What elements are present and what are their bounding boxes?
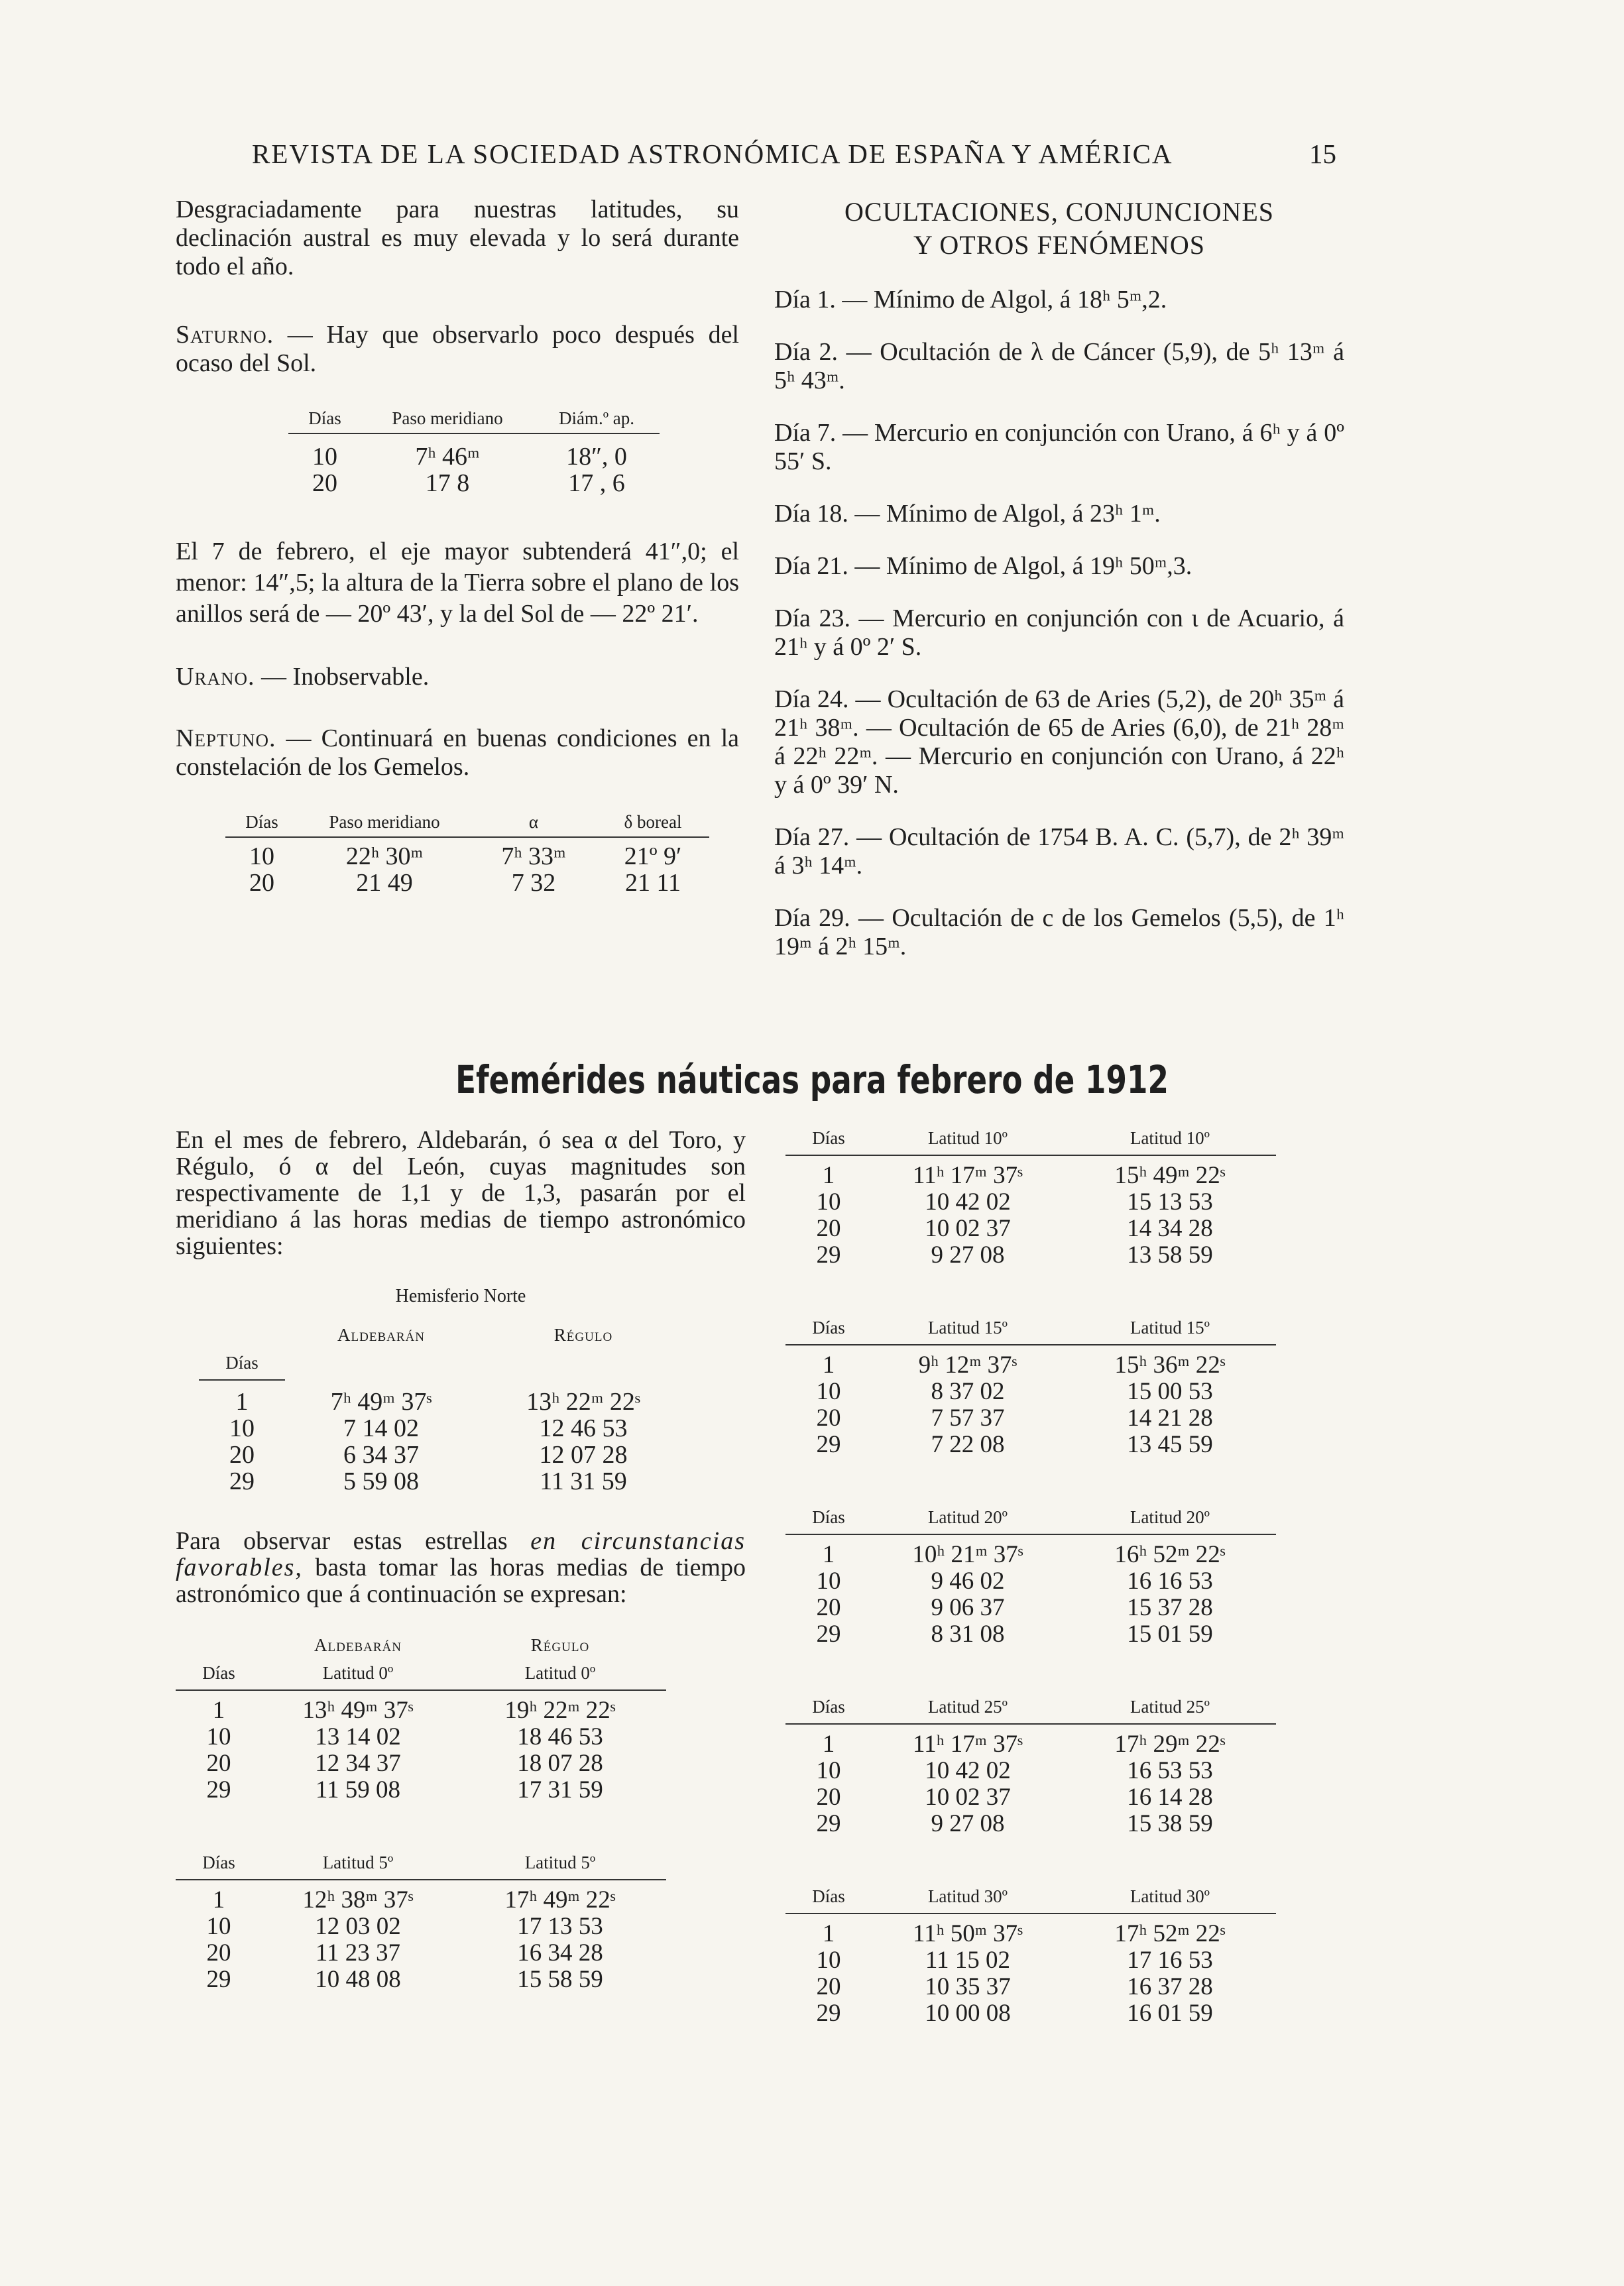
cell: 10 xyxy=(229,1414,255,1442)
cell: 16 01 59 xyxy=(1127,2000,1213,2027)
table-row xyxy=(199,1442,689,1468)
cell: 29 xyxy=(816,1431,841,1458)
cell: 7 57 37 xyxy=(931,1404,1005,1432)
section-title-line-1: OCULTACIONES, CONJUNCIONES xyxy=(844,197,1275,227)
event-item: Día 23. — Mercurio en conjunción con ι de Acuario, á 21ʰ y á 0º 2′ S. xyxy=(774,604,1344,661)
cell: 15ʰ 49ᵐ 22ˢ xyxy=(1114,1162,1226,1189)
saturn-text: — Hay que observarlo poco después del ocaso del Sol. xyxy=(176,321,739,377)
paragraph-neptune xyxy=(176,724,739,781)
latitude-table xyxy=(176,1851,666,1993)
favorable-text-emphasis: en circunstancias favorables, xyxy=(176,1527,746,1581)
col-header-latitude-b: Latitud 10º xyxy=(1064,1127,1276,1155)
blank-cell xyxy=(199,1324,285,1351)
section-title xyxy=(774,196,1344,262)
cell: 7ʰ 46ᵐ xyxy=(415,443,480,471)
phenomena-column xyxy=(774,196,1344,985)
cell: 17 13 53 xyxy=(517,1913,603,1940)
col-header-regulo: Régulo xyxy=(553,1325,613,1345)
cell: 17 31 59 xyxy=(517,1776,603,1803)
cell: 6 34 37 xyxy=(343,1441,419,1469)
event-item: Día 24. — Ocultación de 63 de Aries (5,2), de 20ʰ 35ᵐ á 21ʰ 38ᵐ. — Ocultación de 65 de Aries (6,0), de 21ʰ 28ᵐ á 22ʰ 22ᵐ. — Mercurio en conjunción con Urano, á 22ʰ y á 0º 39′ N. xyxy=(774,685,1344,799)
neptune-text: — Continuará en buenas condiciones en la constelación de los Gemelos. xyxy=(176,724,739,781)
cell: 10 48 08 xyxy=(315,1966,401,1993)
table-header-row xyxy=(199,1324,689,1351)
table-header-row xyxy=(176,1851,666,1880)
cell: 10 02 37 xyxy=(925,1215,1011,1242)
table-row xyxy=(785,1216,1276,1242)
table-header-row xyxy=(225,808,709,837)
cell: 10 xyxy=(312,443,337,471)
cell: 21 49 xyxy=(356,869,413,897)
col-header-days: Días xyxy=(288,404,361,433)
cell: 21 11 xyxy=(624,869,681,897)
col-header-days: Días xyxy=(785,1127,872,1155)
table-header-row xyxy=(785,1885,1276,1914)
table-row xyxy=(288,470,660,496)
table-row xyxy=(785,1568,1276,1595)
cell: 20 xyxy=(816,1973,841,2000)
cell: 12 46 53 xyxy=(539,1414,628,1442)
event-item: Día 29. — Ocultación de c de los Gemelos (5,5), de 1ʰ 19ᵐ á 2ʰ 15ᵐ. xyxy=(774,904,1344,960)
table-row xyxy=(176,1880,666,1914)
cell: 12 03 02 xyxy=(315,1913,401,1940)
ephemeris-left-column xyxy=(176,1127,746,2041)
cell: 1 xyxy=(822,1731,835,1758)
saturn-table xyxy=(288,404,660,496)
col-header-transit: Paso meridiano xyxy=(298,808,471,837)
cell: 10 00 08 xyxy=(925,2000,1011,2027)
cell: 19ʰ 22ᵐ 22ˢ xyxy=(504,1697,616,1724)
cell: 7 32 xyxy=(511,869,556,897)
table-row xyxy=(785,1189,1276,1216)
col-header-days: Días xyxy=(785,1695,872,1724)
cell: 20 xyxy=(249,869,274,897)
col-header-delta: δ boreal xyxy=(597,808,709,837)
event-item: Día 2. — Ocultación de λ de Cáncer (5,9), de 5ʰ 13ᵐ á 5ʰ 43ᵐ. xyxy=(774,338,1344,394)
cell: 17ʰ 52ᵐ 22ˢ xyxy=(1114,1920,1226,1947)
cell: 16 16 53 xyxy=(1127,1568,1213,1595)
cell: 13 45 59 xyxy=(1127,1431,1213,1458)
col-header-days: Días xyxy=(785,1506,872,1534)
paragraph-saturn xyxy=(176,321,739,378)
cell: 10 xyxy=(206,1913,231,1940)
hemisphere-label: Hemisferio Norte xyxy=(395,1286,526,1306)
col-header-diameter: Diám.º ap. xyxy=(534,404,660,433)
cell: 16 37 28 xyxy=(1127,1973,1213,2000)
table-row xyxy=(785,1155,1276,1189)
table-header-row xyxy=(785,1506,1276,1534)
col-header-latitude-a: Latitud 20º xyxy=(872,1506,1064,1534)
cell: 20 xyxy=(206,1750,231,1777)
cell: 10 xyxy=(816,1378,841,1405)
cell: 1 xyxy=(822,1351,835,1379)
event-item: Día 1. — Mínimo de Algol, á 18ʰ 5ᵐ,2. xyxy=(774,286,1167,314)
blank-cell xyxy=(285,1351,477,1380)
cell: 12 34 37 xyxy=(315,1750,401,1777)
cell: 20 xyxy=(816,1784,841,1811)
col-header-days: Días xyxy=(225,808,298,837)
col-header-aldebaran: Aldebarán xyxy=(337,1325,425,1345)
cell: 5 59 08 xyxy=(343,1467,419,1495)
cell: 10ʰ 21ᵐ 37ˢ xyxy=(912,1541,1023,1568)
cell: 10 xyxy=(249,842,274,870)
cell: 10 02 37 xyxy=(925,1784,1011,1811)
cell: 11 15 02 xyxy=(925,1947,1011,1974)
cell: 12ʰ 38ᵐ 37ˢ xyxy=(302,1886,414,1914)
col-header-transit: Paso meridiano xyxy=(361,404,534,433)
paragraph-intro: En el mes de febrero, Aldebarán, ó sea α del Toro, y Régulo, ó α del León, cuyas magnitudes son respectivamente de 1,1 y de 1,3, pasarán por el meridiano á las horas medias de tiempo astronómico siguientes: xyxy=(176,1126,746,1260)
cell: 11ʰ 17ᵐ 37ˢ xyxy=(913,1162,1023,1189)
latitude-table xyxy=(785,1695,1276,1837)
cell: 15 01 59 xyxy=(1127,1621,1213,1648)
cell: 20 xyxy=(816,1215,841,1242)
col-header-days: Días xyxy=(176,1851,262,1880)
cell: 11 31 59 xyxy=(540,1467,627,1495)
table-row xyxy=(176,1967,666,1993)
cell: 29 xyxy=(816,1810,841,1837)
cell: 10 xyxy=(816,1947,841,1974)
col-header-latitude-b: Latitud 5º xyxy=(454,1851,666,1880)
table-header-row xyxy=(176,1662,666,1690)
cell: 9 46 02 xyxy=(931,1568,1005,1595)
cell: 7ʰ 49ᵐ 37ˢ xyxy=(330,1387,432,1416)
table-header-row xyxy=(785,1127,1276,1155)
cell: 17 , 6 xyxy=(568,469,625,497)
table-row xyxy=(288,433,660,470)
cell: 9 27 08 xyxy=(931,1810,1005,1837)
cell: 15 38 59 xyxy=(1127,1810,1213,1837)
cell: 15 00 53 xyxy=(1127,1378,1213,1405)
neptune-table xyxy=(225,808,709,896)
latitude-table xyxy=(176,1662,666,1803)
cell: 11ʰ 50ᵐ 37ˢ xyxy=(913,1920,1023,1947)
table-row xyxy=(785,1758,1276,1784)
table-header-row xyxy=(785,1316,1276,1345)
table-header-row xyxy=(288,404,660,433)
favorable-text-a: Para observar estas estrellas xyxy=(176,1527,531,1555)
cell: 9ʰ 12ᵐ 37ˢ xyxy=(918,1351,1017,1379)
cell: 10 xyxy=(206,1723,231,1750)
latitude-table xyxy=(785,1127,1276,1269)
event-item: Día 21. — Mínimo de Algol, á 19ʰ 50ᵐ,3. xyxy=(774,552,1192,580)
table-row xyxy=(785,1345,1276,1379)
cell: 13ʰ 49ᵐ 37ˢ xyxy=(302,1697,414,1724)
table-row xyxy=(785,1811,1276,1837)
col-header-latitude-a: Latitud 10º xyxy=(872,1127,1064,1155)
paragraph-declination: Desgraciadamente para nuestras latitudes, su declinación austral es muy elevada y lo será durante todo el año. xyxy=(176,196,739,280)
cell: 20 xyxy=(816,1594,841,1621)
col-header-latitude-a: Latitud 25º xyxy=(872,1695,1064,1724)
table-row xyxy=(176,1690,666,1724)
cell: 16 53 53 xyxy=(1127,1757,1213,1784)
table-row xyxy=(176,1777,666,1803)
table-row xyxy=(176,1914,666,1940)
cell: 7 22 08 xyxy=(931,1431,1005,1458)
cell: 9 06 37 xyxy=(931,1594,1005,1621)
cell: 10 42 02 xyxy=(925,1188,1011,1216)
table-row xyxy=(199,1380,689,1415)
table-row xyxy=(225,870,709,896)
table-row xyxy=(785,1432,1276,1458)
cell: 20 xyxy=(229,1441,255,1469)
table-row xyxy=(785,1379,1276,1405)
cell: 17ʰ 49ᵐ 22ˢ xyxy=(504,1886,616,1914)
cell: 15 58 59 xyxy=(517,1966,603,1993)
cell: 15 13 53 xyxy=(1127,1188,1213,1216)
cell: 29 xyxy=(816,1621,841,1648)
cell: 18 07 28 xyxy=(517,1750,603,1777)
cell: 16 34 28 xyxy=(517,1939,603,1967)
table-row xyxy=(785,1242,1276,1269)
event-item: Día 27. — Ocultación de 1754 B. A. C. (5,7), de 2ʰ 39ᵐ á 3ʰ 14ᵐ. xyxy=(774,823,1344,880)
col-header-days: Días xyxy=(199,1351,285,1380)
planet-name-saturn: Saturno. xyxy=(176,321,274,349)
cell: 20 xyxy=(816,1404,841,1432)
cell: 13 58 59 xyxy=(1127,1241,1213,1269)
cell: 1 xyxy=(822,1920,835,1947)
uranus-text: — Inobservable. xyxy=(255,663,430,691)
cell: 11 23 37 xyxy=(315,1939,401,1967)
cell: 29 xyxy=(206,1966,231,1993)
planet-name-neptune: Neptuno. xyxy=(176,724,276,752)
col-header-regulo: Régulo xyxy=(530,1635,590,1655)
cell: 10 xyxy=(816,1568,841,1595)
cell: 17ʰ 29ᵐ 22ˢ xyxy=(1114,1731,1226,1758)
planet-name-uranus: Urano. xyxy=(176,663,255,691)
paragraph-rings: El 7 de febrero, el eje mayor subtenderá 41″,0; el menor: 14″,5; la altura de la Tierra sobre el plano de los anillos será de — 20º 43′, y la del Sol de — 22º 21′. xyxy=(176,538,739,628)
cell: 16 14 28 xyxy=(1127,1784,1213,1811)
latitude-tables-left xyxy=(176,1662,746,1993)
cell: 15ʰ 36ᵐ 22ˢ xyxy=(1114,1351,1226,1379)
cell: 29 xyxy=(816,2000,841,2027)
table-row xyxy=(199,1415,689,1442)
cell: 1 xyxy=(212,1697,225,1724)
table-row xyxy=(225,837,709,870)
section-title-line-2: Y OTROS FENÓMENOS xyxy=(913,230,1205,260)
cell: 10 xyxy=(816,1757,841,1784)
cell: 8 31 08 xyxy=(931,1621,1005,1648)
table-row xyxy=(785,1724,1276,1758)
table-row xyxy=(785,1405,1276,1432)
cell: 7 14 02 xyxy=(343,1414,419,1442)
blank-cell xyxy=(176,1634,262,1662)
ephemeris-right-column xyxy=(785,1127,1336,2075)
cell: 13ʰ 22ᵐ 22ˢ xyxy=(526,1387,640,1416)
cell: 12 07 28 xyxy=(539,1441,628,1469)
latitude-table xyxy=(785,1506,1276,1648)
table-row xyxy=(176,1750,666,1777)
col-header-alpha: α xyxy=(471,808,597,837)
col-header-days: Días xyxy=(785,1885,872,1914)
table-row xyxy=(785,2000,1276,2027)
col-header-latitude-b: Latitud 25º xyxy=(1064,1695,1276,1724)
north-hemisphere-table xyxy=(199,1324,689,1495)
col-header-latitude-b: Latitud 15º xyxy=(1064,1316,1276,1345)
col-header-days: Días xyxy=(176,1662,262,1690)
cell: 1 xyxy=(212,1886,225,1914)
cell: 18 46 53 xyxy=(517,1723,603,1750)
table-row xyxy=(199,1468,689,1495)
paragraph-uranus xyxy=(176,663,739,691)
event-item: Día 18. — Mínimo de Algol, á 23ʰ 1ᵐ. xyxy=(774,500,1161,528)
col-header-latitude-b: Latitud 30º xyxy=(1064,1885,1276,1914)
cell: 29 xyxy=(206,1776,231,1803)
col-header-latitude-a: Latitud 5º xyxy=(262,1851,454,1880)
cell: 22ʰ 30ᵐ xyxy=(345,842,424,870)
col-header-days: Días xyxy=(785,1316,872,1345)
favorable-text-b: basta tomar las horas medias de tiempo astronómico que á continuación se expresan: xyxy=(176,1554,746,1608)
table-row xyxy=(785,1974,1276,2000)
cell: 14 34 28 xyxy=(1127,1215,1213,1242)
table-row xyxy=(176,1940,666,1967)
cell: 16ʰ 52ᵐ 22ˢ xyxy=(1114,1541,1226,1568)
cell: 18″, 0 xyxy=(566,443,627,471)
cell: 17 8 xyxy=(425,469,470,497)
cell: 10 xyxy=(816,1188,841,1216)
cell: 1 xyxy=(822,1541,835,1568)
cell: 29 xyxy=(816,1241,841,1269)
col-header-latitude-a: Latitud 0º xyxy=(262,1662,454,1690)
table-row xyxy=(785,1534,1276,1568)
table-row xyxy=(176,1724,666,1750)
cell: 17 16 53 xyxy=(1127,1947,1213,1974)
cell: 11ʰ 17ᵐ 37ˢ xyxy=(913,1731,1023,1758)
table-row xyxy=(785,1947,1276,1974)
page-number: 15 xyxy=(1309,139,1336,169)
cell: 10 42 02 xyxy=(925,1757,1011,1784)
cell: 14 21 28 xyxy=(1127,1404,1213,1432)
table-header-row xyxy=(199,1351,689,1380)
cell: 29 xyxy=(229,1467,255,1495)
col-header-latitude-b: Latitud 0º xyxy=(454,1662,666,1690)
star-names-row xyxy=(176,1634,666,1662)
planets-column xyxy=(176,196,739,896)
col-header-latitude-a: Latitud 30º xyxy=(872,1885,1064,1914)
cell: 9 27 08 xyxy=(931,1241,1005,1269)
running-header: REVISTA DE LA SOCIEDAD ASTRONÓMICA DE ESPAÑA Y AMÉRICA xyxy=(252,139,1173,169)
cell: 13 14 02 xyxy=(315,1723,401,1750)
paragraph-favorable xyxy=(176,1528,746,1607)
latitude-table xyxy=(785,1885,1276,2027)
cell: 20 xyxy=(312,469,337,497)
table-row xyxy=(785,1784,1276,1811)
table-header-row xyxy=(176,1634,666,1662)
cell: 1 xyxy=(822,1162,835,1189)
cell: 11 59 08 xyxy=(315,1776,401,1803)
main-title: Efemérides náuticas para febrero de 1912 xyxy=(455,1057,1169,1102)
cell: 7ʰ 33ᵐ xyxy=(501,842,566,870)
col-header-aldebaran: Aldebarán xyxy=(314,1635,402,1655)
latitude-table xyxy=(785,1316,1276,1458)
table-header-row xyxy=(785,1695,1276,1724)
events-list xyxy=(774,286,1344,961)
col-header-latitude-a: Latitud 15º xyxy=(872,1316,1064,1345)
blank-cell xyxy=(477,1351,689,1380)
latitude-tables-right xyxy=(785,1127,1336,2027)
col-header-latitude-b: Latitud 20º xyxy=(1064,1506,1276,1534)
table-row xyxy=(785,1621,1276,1648)
cell: 1 xyxy=(235,1388,249,1416)
cell: 8 37 02 xyxy=(931,1378,1005,1405)
table-row xyxy=(785,1595,1276,1621)
event-item: Día 7. — Mercurio en conjunción con Urano, á 6ʰ y á 0º 55′ S. xyxy=(774,419,1344,475)
cell: 21º 9′ xyxy=(624,842,682,870)
cell: 20 xyxy=(206,1939,231,1967)
north-rows xyxy=(199,1380,689,1495)
cell: 15 37 28 xyxy=(1127,1594,1213,1621)
cell: 10 35 37 xyxy=(925,1973,1011,2000)
table-row xyxy=(785,1914,1276,1947)
